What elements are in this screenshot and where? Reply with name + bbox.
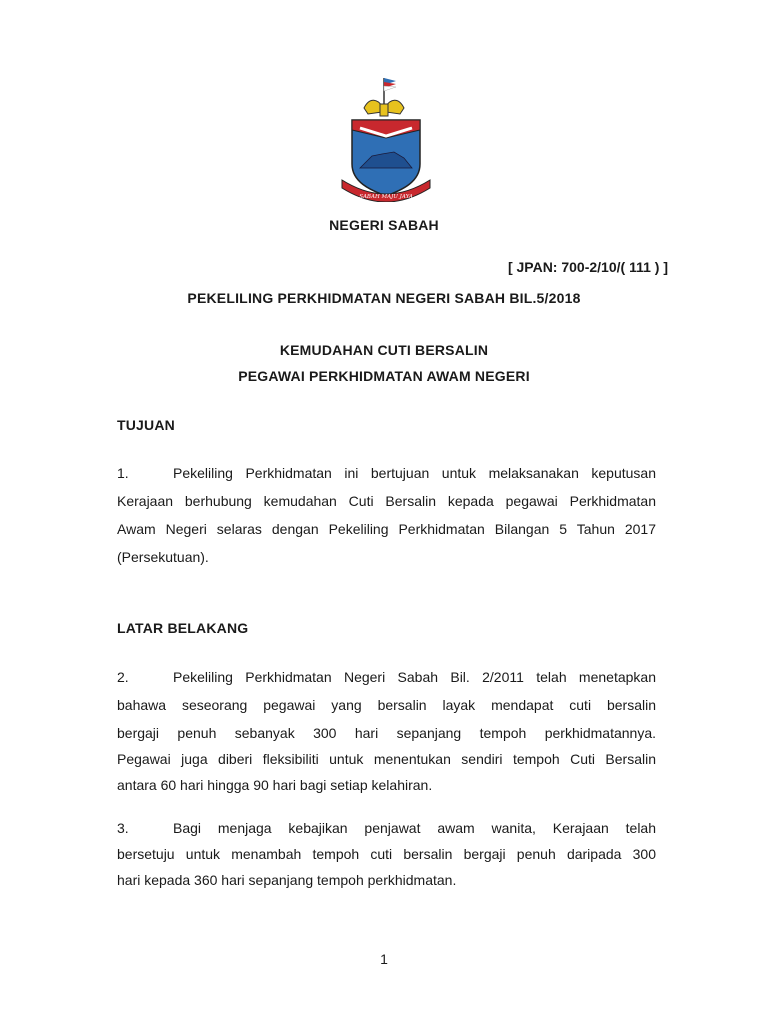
state-title: NEGERI SABAH	[329, 217, 439, 233]
reference-number: [ JPAN: 700-2/10/( 111 ) ]	[507, 259, 668, 275]
paragraph-2-line-1	[117, 664, 656, 690]
paragraph-3-text-1: Bagi menjaga kebajikan penjawat awam wanita, Kerajaan telah	[173, 820, 656, 836]
paragraph-3-line-2: bersetuju untuk menambah tempoh cuti bersalin bergaji penuh daripada 300	[117, 846, 656, 862]
subject-line-1: KEMUDAHAN CUTI BERSALIN	[279, 342, 489, 358]
paragraph-1-line-1	[117, 460, 656, 486]
crest-motto: SABAH MAJU JAYA	[359, 194, 413, 200]
paragraph-3-line-3: hari kepada 360 hari sepanjang tempoh perkhidmatan.	[117, 872, 457, 888]
paragraph-2-line-3: bergaji penuh sebanyak 300 hari sepanjang tempoh perkhidmatannya.	[117, 725, 656, 741]
circular-title: PEKELILING PERKHIDMATAN NEGERI SABAH BIL.5/2018	[187, 290, 581, 306]
section-heading-tujuan: TUJUAN	[117, 417, 175, 433]
subject-line-2: PEGAWAI PERKHIDMATAN AWAM NEGERI	[238, 368, 530, 384]
paragraph-1-line-3: Awam Negeri selaras dengan Pekeliling Perkhidmatan Bilangan 5 Tahun 2017	[117, 521, 656, 537]
section-heading-latar-belakang: LATAR BELAKANG	[117, 620, 249, 636]
paragraph-1-number: 1.	[117, 465, 129, 481]
paragraph-2-line-5: antara 60 hari hingga 90 hari bagi setiap kelahiran.	[117, 777, 433, 793]
paragraph-2-line-2: bahawa seseorang pegawai yang bersalin layak mendapat cuti bersalin	[117, 697, 656, 713]
paragraph-2-line-4: Pegawai juga diberi fleksibiliti untuk menentukan sendiri tempoh Cuti Bersalin	[117, 751, 656, 767]
sabah-crest-logo	[338, 72, 434, 202]
paragraph-3-number: 3.	[117, 820, 129, 836]
paragraph-2-number: 2.	[117, 669, 129, 685]
paragraph-2-text-1: Pekeliling Perkhidmatan Negeri Sabah Bil. 2/2011 telah menetapkan	[173, 669, 656, 685]
paragraph-1-text-1: Pekeliling Perkhidmatan ini bertujuan untuk melaksanakan keputusan	[173, 465, 656, 481]
paragraph-1-line-4: (Persekutuan).	[117, 549, 209, 565]
paragraph-3-line-1	[117, 815, 656, 841]
paragraph-1-line-2: Kerajaan berhubung kemudahan Cuti Bersalin kepada pegawai Perkhidmatan	[117, 493, 656, 509]
page-number: 1	[380, 951, 388, 967]
